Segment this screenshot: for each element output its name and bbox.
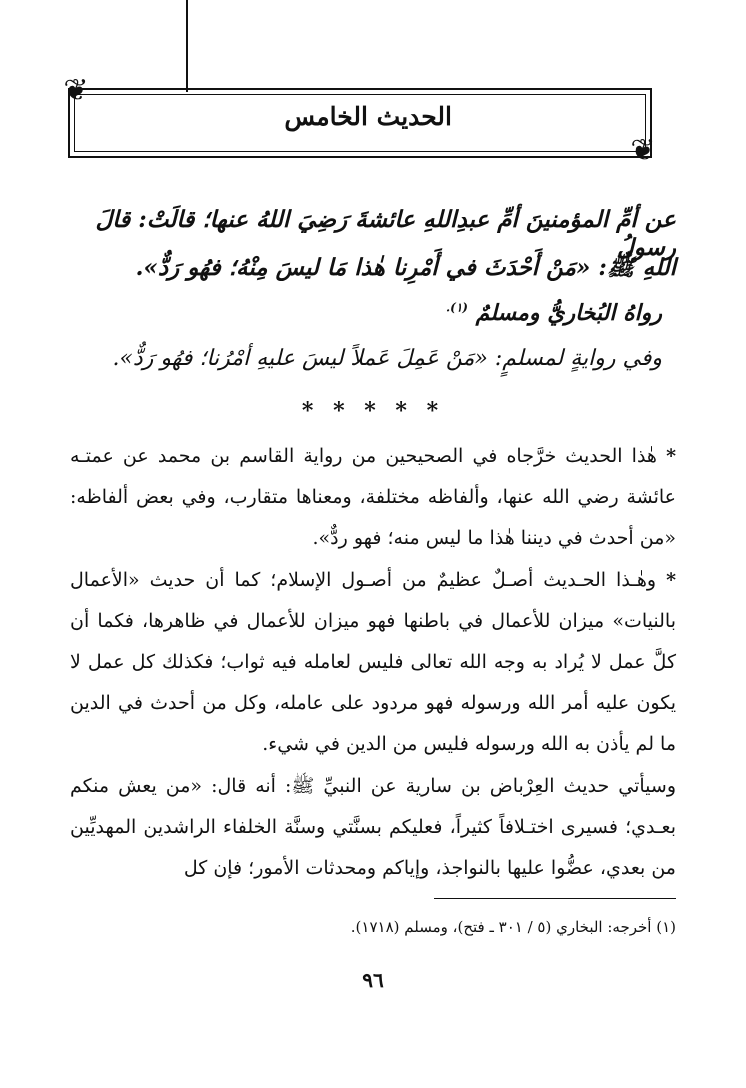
commentary-paragraph-3: وسيأتي حديث العِرْباض بن سارية عن النبيِّ ﷺ: أنه قال: «من يعش منكم بعـدي؛ فسيرى اختـلافاً كثيراً، فعليكم بسنَّتي وسنَّة الخلفاء الراشدين المهديِّين من بعدي، عضُّوا عليها بالنواجذ، وإياكم ومحدثات الأمور؛ فإن كل: [70, 775, 676, 879]
hadith-text-line-2: اللهِ ﷺ: «مَنْ أَحْدَثَ في أَمْرِنا هٰذا مَا ليسَ مِنْهُ؛ فهُو رَدٌّ».: [135, 254, 676, 281]
paragraph-star: *: [666, 569, 676, 591]
page-number: ٩٦: [362, 968, 384, 992]
footnote-ref: (١).: [445, 300, 468, 315]
paragraph-text: وهٰـذا الحـديث أصـلٌ عظيمٌ من أصـول الإسلام؛ كما أن حديث «الأعمال بالنيات» ميزان للأعمال في باطنها فهو ميزان للأعمال في ظاهرها، فكما أن كلَّ عمل لا يُراد به وجه الله تعالى فليس لعامله فيه ثواب؛ فكذلك كل عمل لا يكون عليه أمر الله ورسوله فهو مردود على عامله، وكل من أحدث في الدين ما لم يأذن به الله ورسوله فليس من الدين في شيء.: [70, 569, 676, 755]
corner-ornament-icon: ❦: [630, 133, 656, 168]
hadith-text-line-1: عن أمِّ المؤمنينَ أمِّ عبدِاللهِ عائشةَ رَضِيَ اللهُ عنها؛ قالَتْ: قالَ رسولُ: [95, 206, 676, 261]
top-vertical-rule: [186, 0, 188, 92]
narration-text: رواهُ البُخاريُّ ومسلمٌ: [475, 300, 662, 326]
corner-ornament-icon: ❦: [63, 73, 89, 108]
narration-line: [70, 300, 662, 326]
chapter-title: الحديث الخامس: [284, 102, 452, 131]
commentary-paragraph-2: [70, 560, 676, 765]
paragraph-star: *: [666, 445, 676, 467]
paragraph-text: هٰذا الحديث خرَّجاه في الصحيحين من رواية القاسم بن محمد عن عمتـه عائشة رضي الله عنها، وألفاظه مختلفة، ومعناها متقارب، وفي بعض ألفاظه: «من أحدث في ديننا هٰذا ما ليس منه؛ فهو ردٌّ».: [70, 445, 676, 549]
section-separator: * * * * *: [301, 398, 445, 424]
footnote-rule: [434, 898, 676, 899]
commentary-paragraph-1: [70, 436, 676, 559]
variant-narration: وفي روايةٍ لمسلمٍ: «مَنْ عَمِلَ عَملاً ليسَ عليهِ أمْرُنا؛ فهُو رَدٌّ».: [112, 346, 662, 371]
footnote: (١) أخرجه: البخاري (٥ / ٣٠١ ـ فتح)، ومسلم (١٧١٨).: [350, 918, 676, 936]
